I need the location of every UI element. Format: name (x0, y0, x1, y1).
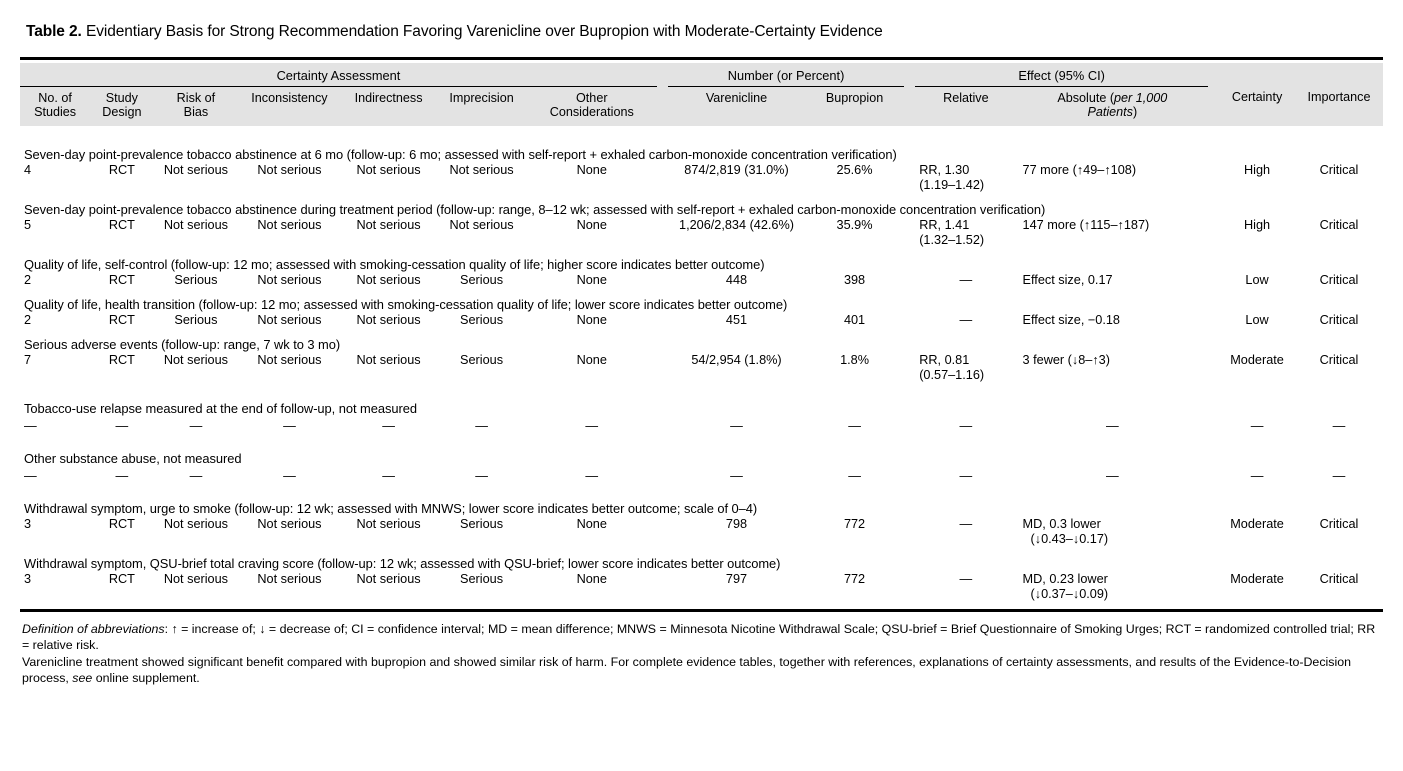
cell-study-design: RCT (108, 273, 135, 287)
table-row (20, 571, 1383, 602)
table-row (20, 217, 1383, 248)
section-title-0: Seven-day point-prevalence tobacco abstinence at 6 mo (follow-up: 6 mo; assessed with self-report + exhaled carbon-monoxide concentration verification) (24, 147, 897, 163)
col-header-study-design-l1: Study (105, 90, 138, 105)
cell-spacer-1 (657, 466, 668, 483)
cell-other-considerations: None (576, 312, 607, 327)
cell-spacer-2 (904, 352, 915, 383)
section-title-8: Withdrawal symptom, QSU-brief total craving score (follow-up: 12 wk; assessed with QSU-brief; lower score indicates better outcome) (24, 555, 781, 571)
cell-risk-of-bias: Serious (174, 312, 218, 327)
cell-bupropion: 1.8% (840, 352, 869, 367)
section-title-5: Tobacco-use relapse measured at the end of follow-up, not measured (24, 400, 417, 416)
cell-inconsistency: Not serious (257, 312, 322, 327)
cell-risk-of-bias: — (189, 468, 203, 483)
cell-study-design: — (115, 468, 129, 483)
cell-indirectness: Not serious (356, 352, 421, 367)
cell-study-design: RCT (108, 163, 135, 178)
table-row (20, 416, 1383, 433)
cell-absolute-l2: (↓0.37–↓0.09) (1030, 586, 1109, 601)
cell-bupropion: — (848, 418, 861, 433)
column-header-row (20, 86, 1383, 126)
cell-certainty: Low (1245, 312, 1269, 327)
cell-indirectness: Not serious (356, 571, 421, 586)
col-header-relative: Relative (915, 86, 1016, 126)
cell-indirectness: — (382, 468, 395, 483)
cell-relative: — (959, 273, 973, 287)
group-header-row (20, 63, 1383, 87)
cell-no-of-studies: 5 (24, 218, 32, 233)
col-header-absolute-l1-italic: per 1,000 (1114, 90, 1168, 105)
cell-inconsistency: — (283, 468, 296, 483)
cell-relative-l1: RR, 0.81 (919, 352, 970, 367)
cell-importance: Critical (1319, 163, 1359, 178)
cell-absolute: Effect size, −0.18 (1022, 312, 1120, 327)
cell-importance: Critical (1319, 352, 1359, 367)
gap-before-section-6 (20, 433, 1383, 442)
table-bottom-rule (20, 611, 1383, 615)
cell-relative-l2: (1.32–1.52) (919, 233, 985, 248)
cell-certainty: Low (1245, 273, 1269, 287)
cell-relative: — (959, 571, 973, 586)
cell-importance: Critical (1319, 516, 1359, 531)
section-title-row (20, 492, 1383, 516)
cell-no-of-studies: 2 (24, 312, 32, 327)
cell-spacer-3 (1208, 272, 1219, 288)
section-title-3: Quality of life, health transition (follow-up: 12 mo; assessed with smoking-cessation quality of life; lower score indicates better outcome) (24, 296, 788, 312)
section-title-row (20, 288, 1383, 312)
cell-other-considerations: None (576, 163, 607, 178)
cell-spacer-1 (657, 272, 668, 288)
cell-importance: Critical (1319, 218, 1359, 233)
cell-absolute-l2 (1023, 233, 1031, 247)
group-certainty-assessment: Certainty Assessment (20, 63, 657, 87)
cell-risk-of-bias: Serious (174, 273, 218, 287)
col-header-other-considerations-l2: Considerations (549, 104, 634, 119)
cell-absolute: — (1105, 418, 1119, 433)
cell-indirectness: Not serious (356, 312, 421, 327)
table-row (20, 312, 1383, 328)
cell-imprecision: Serious (460, 273, 504, 287)
col-header-no-of-studies (20, 86, 90, 126)
cell-spacer-2 (904, 217, 915, 248)
col-header-other-considerations (527, 86, 657, 126)
cell-absolute-l1: MD, 0.23 lower (1022, 571, 1108, 586)
cell-imprecision: Serious (460, 571, 504, 586)
cell-bupropion: 772 (843, 516, 866, 531)
cell-certainty: High (1244, 163, 1271, 178)
cell-indirectness: Not serious (356, 516, 421, 531)
cell-varenicline: 798 (725, 516, 748, 531)
cell-spacer-2 (904, 571, 915, 602)
cell-risk-of-bias: — (189, 418, 203, 433)
cell-imprecision: Serious (460, 516, 504, 531)
cell-bupropion: 401 (843, 312, 866, 327)
caption-text: Evidentiary Basis for Strong Recommendation Favoring Varenicline over Bupropion with Moderate-Certainty Evidence (81, 23, 883, 40)
header-body-gap (20, 126, 1383, 140)
cell-spacer-1 (657, 571, 668, 602)
cell-spacer-3 (1208, 571, 1219, 602)
cell-absolute (1017, 217, 1209, 248)
cell-importance: Critical (1319, 273, 1359, 287)
cell-relative-l2: (0.57–1.16) (919, 367, 985, 382)
cell-certainty: Moderate (1230, 571, 1284, 586)
cell-bupropion: 25.6% (836, 163, 873, 178)
cell-risk-of-bias: Not serious (163, 352, 228, 367)
cell-study-design: RCT (108, 218, 135, 233)
section-title-row (20, 442, 1383, 466)
cell-importance: — (1332, 418, 1346, 433)
footnote-note-italic: see (72, 671, 93, 685)
cell-spacer-2 (904, 312, 915, 328)
footnote-note-part2: online supplement. (92, 671, 200, 685)
cell-certainty: Moderate (1230, 516, 1284, 531)
footnote-abbrev-label: Definition of abbreviations (22, 621, 165, 636)
cell-imprecision: Serious (460, 352, 504, 367)
footnote-note-part1: Varenicline treatment showed significant benefit compared with bupropion and showed similar risk of harm. For complete evidence tables, together with references, explanations of certainty assessments, and results of the Evidence-to-Decision process, (22, 654, 1351, 685)
col-header-absolute (1017, 86, 1209, 126)
cell-other-considerations: None (576, 516, 607, 531)
cell-no-of-studies: 7 (24, 352, 32, 367)
section-title-1: Seven-day point-prevalence tobacco abstinence during treatment period (follow-up: range, 8–12 wk; assessed with self-report + exhaled carbon-monoxide concentration verification) (24, 202, 1046, 218)
cell-imprecision: Not serious (449, 218, 514, 233)
col-spacer-2 (904, 86, 915, 126)
cell-absolute-l2: (↓0.43–↓0.17) (1030, 531, 1109, 546)
cell-certainty: High (1244, 218, 1271, 233)
col-header-risk-of-bias-l2: Bias (183, 104, 209, 119)
section-title-7: Withdrawal symptom, urge to smoke (follow-up: 12 wk; assessed with MNWS; lower score indicates better outcome; scale of 0–4) (24, 500, 758, 516)
col-header-varenicline: Varenicline (668, 86, 805, 126)
section-title-row (20, 140, 1383, 162)
col-header-risk-of-bias (154, 86, 239, 126)
col-spacer-3 (1208, 86, 1219, 126)
cell-absolute: 3 fewer (↓8–↑3) (1022, 352, 1110, 367)
group-importance-blank (1295, 63, 1383, 87)
section-title-row (20, 193, 1383, 217)
cell-other-considerations: — (585, 418, 599, 433)
cell-varenicline: 54/2,954 (1.8%) (691, 352, 782, 367)
cell-spacer-3 (1208, 466, 1219, 483)
table-row (20, 516, 1383, 547)
group-spacer-3 (1208, 63, 1219, 87)
cell-spacer-1 (657, 352, 668, 383)
cell-relative (915, 162, 1016, 193)
cell-spacer-1 (657, 217, 668, 248)
cell-relative (915, 352, 1016, 383)
cell-spacer-3 (1208, 162, 1219, 193)
cell-absolute (1017, 571, 1209, 602)
cell-spacer-2 (904, 466, 915, 483)
cell-absolute: Effect size, 0.17 (1022, 273, 1113, 287)
cell-spacer-1 (657, 416, 668, 433)
cell-no-of-studies: — (24, 418, 37, 433)
cell-relative-l1: RR, 1.30 (919, 163, 970, 178)
cell-varenicline: 448 (725, 273, 748, 287)
cell-inconsistency: Not serious (257, 571, 322, 586)
col-header-importance: Importance (1295, 86, 1383, 126)
cell-bupropion: 398 (843, 273, 866, 287)
cell-spacer-2 (904, 272, 915, 288)
cell-other-considerations: None (576, 352, 607, 367)
group-number-or-percent: Number (or Percent) (668, 63, 904, 87)
gap-before-bottom-rule (20, 602, 1383, 611)
cell-indirectness: Not serious (356, 218, 421, 233)
col-header-inconsistency: Inconsistency (238, 86, 340, 126)
cell-inconsistency: — (283, 418, 296, 433)
cell-inconsistency: Not serious (257, 273, 322, 287)
col-header-absolute-l1: Absolute ( (1057, 90, 1115, 105)
cell-relative: — (959, 418, 973, 433)
footnote-abbrev-text: : ↑ = increase of; ↓ = decrease of; CI = confidence interval; MD = mean difference; MNWS = Minnesota Nicotine Withdrawal Scale; QSU-brief = Brief Questionnaire of Smoking Urges; RCT = randomized controlled trial; RR = relative risk. (22, 621, 1376, 653)
cell-imprecision: Not serious (449, 163, 514, 178)
cell-absolute (1017, 162, 1209, 193)
cell-spacer-3 (1208, 312, 1219, 328)
gap-before-section-5 (20, 383, 1383, 392)
col-header-risk-of-bias-l1: Risk of (176, 90, 216, 105)
cell-importance: Critical (1319, 571, 1359, 586)
cell-spacer-3 (1208, 416, 1219, 433)
cell-absolute (1017, 516, 1209, 547)
table-caption (26, 22, 1383, 41)
table-row (20, 466, 1383, 483)
cell-other-considerations: None (576, 571, 607, 586)
cell-relative: — (959, 312, 973, 327)
cell-inconsistency: Not serious (257, 218, 322, 233)
col-header-no-of-studies-l1: No. of (38, 90, 72, 105)
cell-study-design: RCT (108, 312, 135, 327)
cell-inconsistency: Not serious (257, 352, 322, 367)
cell-indirectness: Not serious (356, 273, 421, 287)
cell-study-design: RCT (108, 516, 135, 531)
footnote-note (22, 654, 1383, 687)
cell-inconsistency: Not serious (257, 516, 322, 531)
cell-spacer-1 (657, 312, 668, 328)
table-row (20, 162, 1383, 193)
cell-varenicline: 797 (725, 571, 748, 586)
cell-certainty: Moderate (1230, 352, 1284, 367)
cell-no-of-studies: — (24, 468, 37, 483)
cell-spacer-1 (657, 516, 668, 547)
group-spacer-2 (904, 63, 915, 87)
cell-no-of-studies: 4 (24, 163, 32, 178)
col-header-no-of-studies-l2: Studies (34, 104, 77, 119)
col-header-other-considerations-l1: Other (576, 90, 608, 105)
cell-imprecision: — (475, 418, 488, 433)
cell-importance: — (1332, 468, 1346, 483)
gap-before-section-7 (20, 483, 1383, 492)
cell-relative-l2: (1.19–1.42) (919, 178, 985, 193)
cell-absolute-l2 (1023, 178, 1031, 192)
cell-spacer-1 (657, 162, 668, 193)
cell-spacer-2 (904, 162, 915, 193)
cell-study-design: RCT (108, 352, 135, 367)
cell-risk-of-bias: Not serious (163, 163, 228, 178)
col-header-imprecision: Imprecision (436, 86, 526, 126)
table-row (20, 272, 1383, 288)
cell-relative-l1: RR, 1.41 (919, 218, 970, 233)
cell-absolute-l1: 77 more (↑49–↑108) (1022, 163, 1137, 178)
col-header-absolute-l2: ) (1132, 104, 1138, 119)
group-spacer-1 (657, 63, 668, 87)
cell-absolute-l1: 147 more (↑115–↑187) (1022, 218, 1150, 233)
cell-risk-of-bias: Not serious (163, 218, 228, 233)
footnote-abbreviations (22, 621, 1383, 654)
col-header-study-design (90, 86, 153, 126)
section-title-2: Quality of life, self-control (follow-up: 12 mo; assessed with smoking-cessation quality of life; higher score indicates better outcome) (24, 257, 765, 272)
table-row (20, 352, 1383, 383)
cell-importance: Critical (1319, 312, 1359, 327)
cell-certainty: — (1250, 418, 1264, 433)
cell-imprecision: Serious (460, 312, 504, 327)
cell-inconsistency: Not serious (257, 163, 322, 178)
cell-study-design: RCT (108, 571, 135, 586)
col-header-bupropion: Bupropion (805, 86, 904, 126)
cell-no-of-studies: 2 (24, 273, 32, 287)
cell-other-considerations: — (585, 468, 599, 483)
cell-other-considerations: None (576, 273, 607, 287)
evidence-table (20, 57, 1383, 615)
section-title-row (20, 392, 1383, 416)
cell-absolute-l1: MD, 0.3 lower (1022, 516, 1101, 531)
cell-study-design: — (115, 418, 129, 433)
cell-bupropion: 772 (843, 571, 866, 586)
cell-spacer-3 (1208, 516, 1219, 547)
col-header-study-design-l2: Design (102, 104, 142, 119)
group-effect-95ci: Effect (95% CI) (915, 63, 1208, 87)
cell-relative: — (959, 516, 973, 531)
cell-risk-of-bias: Not serious (163, 571, 228, 586)
cell-relative (915, 217, 1016, 248)
section-title-row (20, 328, 1383, 352)
cell-varenicline: 874/2,819 (31.0%) (684, 163, 789, 178)
cell-imprecision: — (475, 468, 488, 483)
section-title-6: Other substance abuse, not measured (24, 450, 242, 466)
cell-spacer-3 (1208, 217, 1219, 248)
cell-bupropion: — (848, 468, 861, 483)
cell-absolute: — (1105, 468, 1119, 483)
cell-bupropion: 35.9% (836, 218, 873, 233)
group-certainty-blank (1219, 63, 1295, 87)
cell-relative: — (959, 468, 973, 483)
cell-risk-of-bias: Not serious (163, 516, 228, 531)
table-footnotes (20, 621, 1383, 687)
caption-label: Table 2. (26, 23, 82, 40)
cell-varenicline: — (730, 418, 743, 433)
cell-varenicline: 451 (725, 312, 748, 327)
cell-no-of-studies: 3 (24, 571, 32, 586)
col-header-indirectness: Indirectness (341, 86, 437, 126)
col-spacer-1 (657, 86, 668, 126)
section-title-row (20, 248, 1383, 272)
cell-other-considerations: None (576, 218, 607, 233)
cell-spacer-2 (904, 416, 915, 433)
section-title-4: Serious adverse events (follow-up: range, 7 wk to 3 mo) (24, 336, 341, 352)
cell-no-of-studies: 3 (24, 516, 32, 531)
cell-indirectness: — (382, 418, 395, 433)
col-header-certainty: Certainty (1219, 86, 1295, 126)
col-header-absolute-l2-italic: Patients (1087, 104, 1133, 119)
cell-varenicline: — (730, 468, 743, 483)
cell-indirectness: Not serious (356, 163, 421, 178)
section-title-row (20, 547, 1383, 571)
cell-spacer-3 (1208, 352, 1219, 383)
cell-spacer-2 (904, 516, 915, 547)
cell-certainty: — (1250, 468, 1264, 483)
cell-varenicline: 1,206/2,834 (42.6%) (679, 218, 794, 233)
